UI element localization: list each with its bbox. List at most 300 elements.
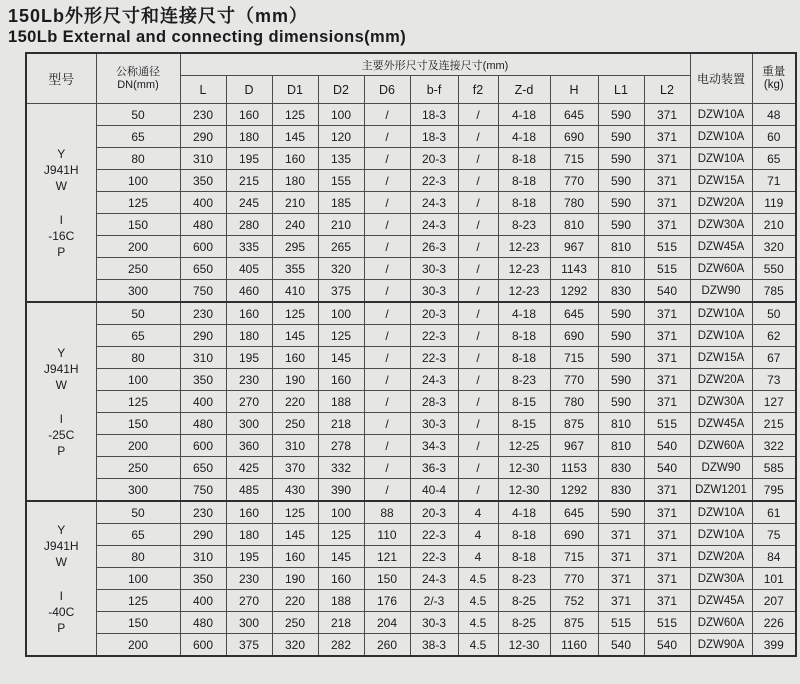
dn-cell: 200: [96, 435, 180, 457]
weight-cell: 67: [752, 347, 796, 369]
l1-cell: 810: [598, 258, 644, 280]
l1-cell: 590: [598, 347, 644, 369]
l-cell: 600: [180, 236, 226, 258]
l1-cell: 590: [598, 192, 644, 214]
d1-cell: 355: [272, 258, 318, 280]
l-cell: 400: [180, 192, 226, 214]
l-cell: 480: [180, 612, 226, 634]
l2-cell: 371: [644, 590, 690, 612]
col-header-weight-line1: 重量: [762, 65, 786, 78]
z-d-cell: 12-23: [498, 236, 550, 258]
h-cell: 645: [550, 302, 598, 325]
table-row: [26, 170, 796, 192]
d2-cell: 155: [318, 170, 364, 192]
l-cell: 230: [180, 104, 226, 126]
header-row-1: [26, 53, 796, 76]
dn-cell: 125: [96, 391, 180, 413]
h-cell: 967: [550, 236, 598, 258]
model-code-line: -25C: [48, 427, 75, 442]
d2-cell: 100: [318, 501, 364, 524]
d-cell: 300: [226, 413, 272, 435]
d2-cell: 218: [318, 612, 364, 634]
b-f-cell: 2/-3: [410, 590, 458, 612]
d2-cell: 320: [318, 258, 364, 280]
d2-cell: 160: [318, 568, 364, 590]
dn-cell: 150: [96, 413, 180, 435]
l-cell: 350: [180, 170, 226, 192]
h-cell: 1160: [550, 634, 598, 657]
l1-cell: 590: [598, 126, 644, 148]
page-title-english: 150Lb External and connecting dimensions(mm): [8, 27, 407, 46]
actuator-cell: DZW15A: [690, 347, 752, 369]
dn-cell: 80: [96, 546, 180, 568]
h-cell: 770: [550, 369, 598, 391]
d2-cell: 100: [318, 104, 364, 126]
actuator-cell: DZW10A: [690, 302, 752, 325]
l1-cell: 810: [598, 413, 644, 435]
z-d-cell: 12-23: [498, 258, 550, 280]
z-d-cell: 8-18: [498, 347, 550, 369]
dn-cell: 65: [96, 325, 180, 347]
b-f-cell: 22-3: [410, 347, 458, 369]
l1-cell: 830: [598, 457, 644, 479]
z-d-cell: 8-23: [498, 568, 550, 590]
weight-cell: 73: [752, 369, 796, 391]
d-cell: 180: [226, 524, 272, 546]
l2-cell: 371: [644, 479, 690, 502]
actuator-cell: DZW90A: [690, 634, 752, 657]
dn-cell: 50: [96, 501, 180, 524]
l2-cell: 371: [644, 126, 690, 148]
weight-cell: 207: [752, 590, 796, 612]
dn-cell: 65: [96, 524, 180, 546]
d-cell: 230: [226, 568, 272, 590]
f2-cell: 4: [458, 546, 498, 568]
actuator-cell: DZW30A: [690, 214, 752, 236]
table-row: [26, 479, 796, 502]
d-cell: 215: [226, 170, 272, 192]
d-cell: 160: [226, 501, 272, 524]
actuator-cell: DZW10A: [690, 104, 752, 126]
d2-cell: 185: [318, 192, 364, 214]
h-cell: 1143: [550, 258, 598, 280]
model-code-line: -40C: [48, 604, 75, 619]
z-d-cell: 12-30: [498, 634, 550, 657]
d1-cell: 295: [272, 236, 318, 258]
d6-cell: /: [364, 258, 410, 280]
b-f-cell: 24-3: [410, 568, 458, 590]
d-cell: 360: [226, 435, 272, 457]
actuator-cell: DZW45A: [690, 413, 752, 435]
d1-cell: 210: [272, 192, 318, 214]
weight-cell: 795: [752, 479, 796, 502]
h-cell: 875: [550, 413, 598, 435]
weight-cell: 399: [752, 634, 796, 657]
d1-cell: 145: [272, 126, 318, 148]
h-cell: 690: [550, 524, 598, 546]
h-cell: 690: [550, 325, 598, 347]
d6-cell: /: [364, 214, 410, 236]
l-cell: 750: [180, 479, 226, 502]
d6-cell: /: [364, 347, 410, 369]
z-d-cell: 8-25: [498, 590, 550, 612]
dn-cell: 125: [96, 590, 180, 612]
col-header-dn: [96, 53, 180, 104]
l2-cell: 540: [644, 457, 690, 479]
l1-cell: 830: [598, 479, 644, 502]
l2-cell: 515: [644, 612, 690, 634]
model-code-line: W: [55, 178, 67, 193]
col-header-dn-line2: DN(mm): [117, 78, 159, 91]
l2-cell: 540: [644, 634, 690, 657]
actuator-cell: DZW1201: [690, 479, 752, 502]
model-code-block: [27, 203, 96, 269]
d-cell: 230: [226, 369, 272, 391]
l-cell: 310: [180, 148, 226, 170]
d-cell: 160: [226, 302, 272, 325]
d1-cell: 250: [272, 612, 318, 634]
f2-cell: /: [458, 258, 498, 280]
b-f-cell: 30-3: [410, 413, 458, 435]
model-code-line: P: [57, 244, 66, 259]
l1-cell: 810: [598, 236, 644, 258]
weight-cell: 84: [752, 546, 796, 568]
weight-cell: 226: [752, 612, 796, 634]
b-f-cell: 26-3: [410, 236, 458, 258]
d6-cell: /: [364, 325, 410, 347]
d2-cell: 210: [318, 214, 364, 236]
b-f-cell: 20-3: [410, 501, 458, 524]
d1-cell: 125: [272, 501, 318, 524]
h-cell: 1153: [550, 457, 598, 479]
dn-cell: 250: [96, 258, 180, 280]
d1-cell: 240: [272, 214, 318, 236]
d-cell: 180: [226, 126, 272, 148]
table-row: [26, 435, 796, 457]
h-cell: 645: [550, 104, 598, 126]
table-row: [26, 236, 796, 258]
model-code-block: [27, 137, 96, 203]
l-cell: 650: [180, 457, 226, 479]
b-f-cell: 20-3: [410, 148, 458, 170]
l1-cell: 830: [598, 280, 644, 303]
weight-cell: 215: [752, 413, 796, 435]
table-row: [26, 258, 796, 280]
model-code-line: I: [59, 588, 63, 603]
model-code-line: I: [59, 212, 63, 227]
l1-cell: 590: [598, 214, 644, 236]
d-cell: 270: [226, 391, 272, 413]
model-code-block: [27, 579, 96, 645]
z-d-cell: 8-18: [498, 524, 550, 546]
d2-cell: 375: [318, 280, 364, 303]
h-cell: 780: [550, 192, 598, 214]
l2-cell: 540: [644, 280, 690, 303]
weight-cell: 785: [752, 280, 796, 303]
z-d-cell: 8-18: [498, 192, 550, 214]
l-cell: 350: [180, 369, 226, 391]
table-row: [26, 590, 796, 612]
l-cell: 350: [180, 568, 226, 590]
f2-cell: /: [458, 280, 498, 303]
l2-cell: 371: [644, 391, 690, 413]
actuator-cell: DZW10A: [690, 325, 752, 347]
d-cell: 245: [226, 192, 272, 214]
l-cell: 290: [180, 126, 226, 148]
table-row: [26, 546, 796, 568]
model-cell: [26, 501, 96, 656]
b-f-cell: 24-3: [410, 369, 458, 391]
table-row: [26, 568, 796, 590]
table-row: [26, 104, 796, 126]
d-cell: 460: [226, 280, 272, 303]
d-cell: 180: [226, 325, 272, 347]
d1-cell: 180: [272, 170, 318, 192]
d-cell: 195: [226, 546, 272, 568]
f2-cell: 4: [458, 524, 498, 546]
d6-cell: /: [364, 126, 410, 148]
weight-cell: 127: [752, 391, 796, 413]
d6-cell: 121: [364, 546, 410, 568]
d6-cell: 176: [364, 590, 410, 612]
col-header-l1: L1: [598, 76, 644, 104]
l2-cell: 515: [644, 258, 690, 280]
dn-cell: 300: [96, 280, 180, 303]
l2-cell: 371: [644, 568, 690, 590]
col-header-l2: L2: [644, 76, 690, 104]
l1-cell: 590: [598, 302, 644, 325]
l2-cell: 515: [644, 236, 690, 258]
l2-cell: 371: [644, 170, 690, 192]
dn-cell: 200: [96, 634, 180, 657]
actuator-cell: DZW10A: [690, 126, 752, 148]
l-cell: 750: [180, 280, 226, 303]
l2-cell: 371: [644, 325, 690, 347]
table-row: [26, 501, 796, 524]
d-cell: 375: [226, 634, 272, 657]
table-row: [26, 126, 796, 148]
col-header-f2: f2: [458, 76, 498, 104]
l2-cell: 371: [644, 347, 690, 369]
weight-cell: 550: [752, 258, 796, 280]
d1-cell: 220: [272, 391, 318, 413]
d6-cell: /: [364, 369, 410, 391]
model-code-block: [27, 513, 96, 579]
dn-cell: 50: [96, 302, 180, 325]
d2-cell: 145: [318, 546, 364, 568]
d6-cell: /: [364, 302, 410, 325]
d6-cell: /: [364, 391, 410, 413]
table-row: [26, 457, 796, 479]
actuator-cell: DZW20A: [690, 192, 752, 214]
z-d-cell: 12-30: [498, 479, 550, 502]
col-header-d1: D1: [272, 76, 318, 104]
dn-cell: 100: [96, 170, 180, 192]
d6-cell: 150: [364, 568, 410, 590]
d6-cell: /: [364, 479, 410, 502]
d1-cell: 160: [272, 148, 318, 170]
model-code-line: Y: [57, 146, 66, 161]
actuator-cell: DZW10A: [690, 501, 752, 524]
l1-cell: 371: [598, 568, 644, 590]
d2-cell: 218: [318, 413, 364, 435]
d1-cell: 190: [272, 568, 318, 590]
f2-cell: /: [458, 457, 498, 479]
l-cell: 230: [180, 302, 226, 325]
page-title-chinese: 150Lb外形尺寸和连接尺寸（mm）: [8, 6, 309, 26]
f2-cell: /: [458, 435, 498, 457]
d6-cell: /: [364, 413, 410, 435]
d6-cell: /: [364, 236, 410, 258]
d6-cell: 88: [364, 501, 410, 524]
h-cell: 967: [550, 435, 598, 457]
f2-cell: /: [458, 104, 498, 126]
col-header-d2: D2: [318, 76, 364, 104]
l-cell: 310: [180, 546, 226, 568]
weight-cell: 210: [752, 214, 796, 236]
model-code-line: J941H: [43, 162, 79, 177]
b-f-cell: 30-3: [410, 612, 458, 634]
d6-cell: /: [364, 148, 410, 170]
model-code-line: Y: [57, 345, 66, 360]
col-header-b-f: b-f: [410, 76, 458, 104]
f2-cell: 4: [458, 501, 498, 524]
f2-cell: /: [458, 236, 498, 258]
z-d-cell: 4-18: [498, 126, 550, 148]
f2-cell: /: [458, 302, 498, 325]
l-cell: 600: [180, 435, 226, 457]
h-cell: 810: [550, 214, 598, 236]
d-cell: 195: [226, 347, 272, 369]
d-cell: 425: [226, 457, 272, 479]
model-code-block: [27, 402, 96, 468]
d1-cell: 220: [272, 590, 318, 612]
d-cell: 300: [226, 612, 272, 634]
d1-cell: 320: [272, 634, 318, 657]
l1-cell: 371: [598, 546, 644, 568]
l-cell: 290: [180, 524, 226, 546]
l2-cell: 371: [644, 192, 690, 214]
f2-cell: 4.5: [458, 568, 498, 590]
z-d-cell: 8-25: [498, 612, 550, 634]
table-row: [26, 634, 796, 657]
d1-cell: 430: [272, 479, 318, 502]
actuator-cell: DZW60A: [690, 435, 752, 457]
actuator-cell: DZW10A: [690, 524, 752, 546]
weight-cell: 322: [752, 435, 796, 457]
l1-cell: 371: [598, 524, 644, 546]
f2-cell: /: [458, 192, 498, 214]
h-cell: 1292: [550, 479, 598, 502]
d1-cell: 310: [272, 435, 318, 457]
actuator-cell: DZW90: [690, 457, 752, 479]
l2-cell: 515: [644, 413, 690, 435]
l1-cell: 540: [598, 634, 644, 657]
d-cell: 335: [226, 236, 272, 258]
l1-cell: 810: [598, 435, 644, 457]
l1-cell: 590: [598, 170, 644, 192]
b-f-cell: 28-3: [410, 391, 458, 413]
l-cell: 290: [180, 325, 226, 347]
l2-cell: 371: [644, 302, 690, 325]
model-code-line: J941H: [43, 361, 79, 376]
b-f-cell: 34-3: [410, 435, 458, 457]
col-header-weight: [752, 53, 796, 104]
l2-cell: 371: [644, 524, 690, 546]
weight-cell: 585: [752, 457, 796, 479]
z-d-cell: 8-15: [498, 391, 550, 413]
d1-cell: 160: [272, 347, 318, 369]
l1-cell: 590: [598, 325, 644, 347]
table-row: [26, 192, 796, 214]
d-cell: 270: [226, 590, 272, 612]
weight-cell: 101: [752, 568, 796, 590]
h-cell: 752: [550, 590, 598, 612]
z-d-cell: 4-18: [498, 501, 550, 524]
d-cell: 195: [226, 148, 272, 170]
z-d-cell: 8-23: [498, 369, 550, 391]
dn-cell: 250: [96, 457, 180, 479]
actuator-cell: DZW10A: [690, 148, 752, 170]
weight-cell: 75: [752, 524, 796, 546]
model-code-line: Y: [57, 522, 66, 537]
weight-cell: 71: [752, 170, 796, 192]
model-code-line: -16C: [48, 228, 75, 243]
b-f-cell: 24-3: [410, 214, 458, 236]
b-f-cell: 22-3: [410, 170, 458, 192]
d6-cell: 260: [364, 634, 410, 657]
d6-cell: 110: [364, 524, 410, 546]
d2-cell: 188: [318, 590, 364, 612]
dn-cell: 150: [96, 612, 180, 634]
d6-cell: /: [364, 435, 410, 457]
d2-cell: 125: [318, 325, 364, 347]
z-d-cell: 8-15: [498, 413, 550, 435]
weight-cell: 62: [752, 325, 796, 347]
z-d-cell: 12-23: [498, 280, 550, 303]
d6-cell: /: [364, 457, 410, 479]
dn-cell: 100: [96, 369, 180, 391]
d2-cell: 135: [318, 148, 364, 170]
col-header-d6: D6: [364, 76, 410, 104]
f2-cell: /: [458, 126, 498, 148]
dn-cell: 50: [96, 104, 180, 126]
dn-cell: 80: [96, 347, 180, 369]
h-cell: 690: [550, 126, 598, 148]
f2-cell: /: [458, 148, 498, 170]
table-row: [26, 524, 796, 546]
f2-cell: /: [458, 413, 498, 435]
table-row: [26, 391, 796, 413]
col-header-d: D: [226, 76, 272, 104]
model-code-line: I: [59, 411, 63, 426]
d2-cell: 120: [318, 126, 364, 148]
dn-cell: 150: [96, 214, 180, 236]
table-row: [26, 325, 796, 347]
b-f-cell: 30-3: [410, 258, 458, 280]
b-f-cell: 38-3: [410, 634, 458, 657]
z-d-cell: 8-18: [498, 148, 550, 170]
table-row: [26, 214, 796, 236]
col-header-main-dimensions: 主要外形尺寸及连接尺寸(mm): [180, 53, 690, 76]
col-header-model: 型号: [26, 53, 96, 104]
actuator-cell: DZW45A: [690, 590, 752, 612]
z-d-cell: 4-18: [498, 302, 550, 325]
model-cell: [26, 302, 96, 501]
z-d-cell: 4-18: [498, 104, 550, 126]
table-row: [26, 280, 796, 303]
d1-cell: 190: [272, 369, 318, 391]
